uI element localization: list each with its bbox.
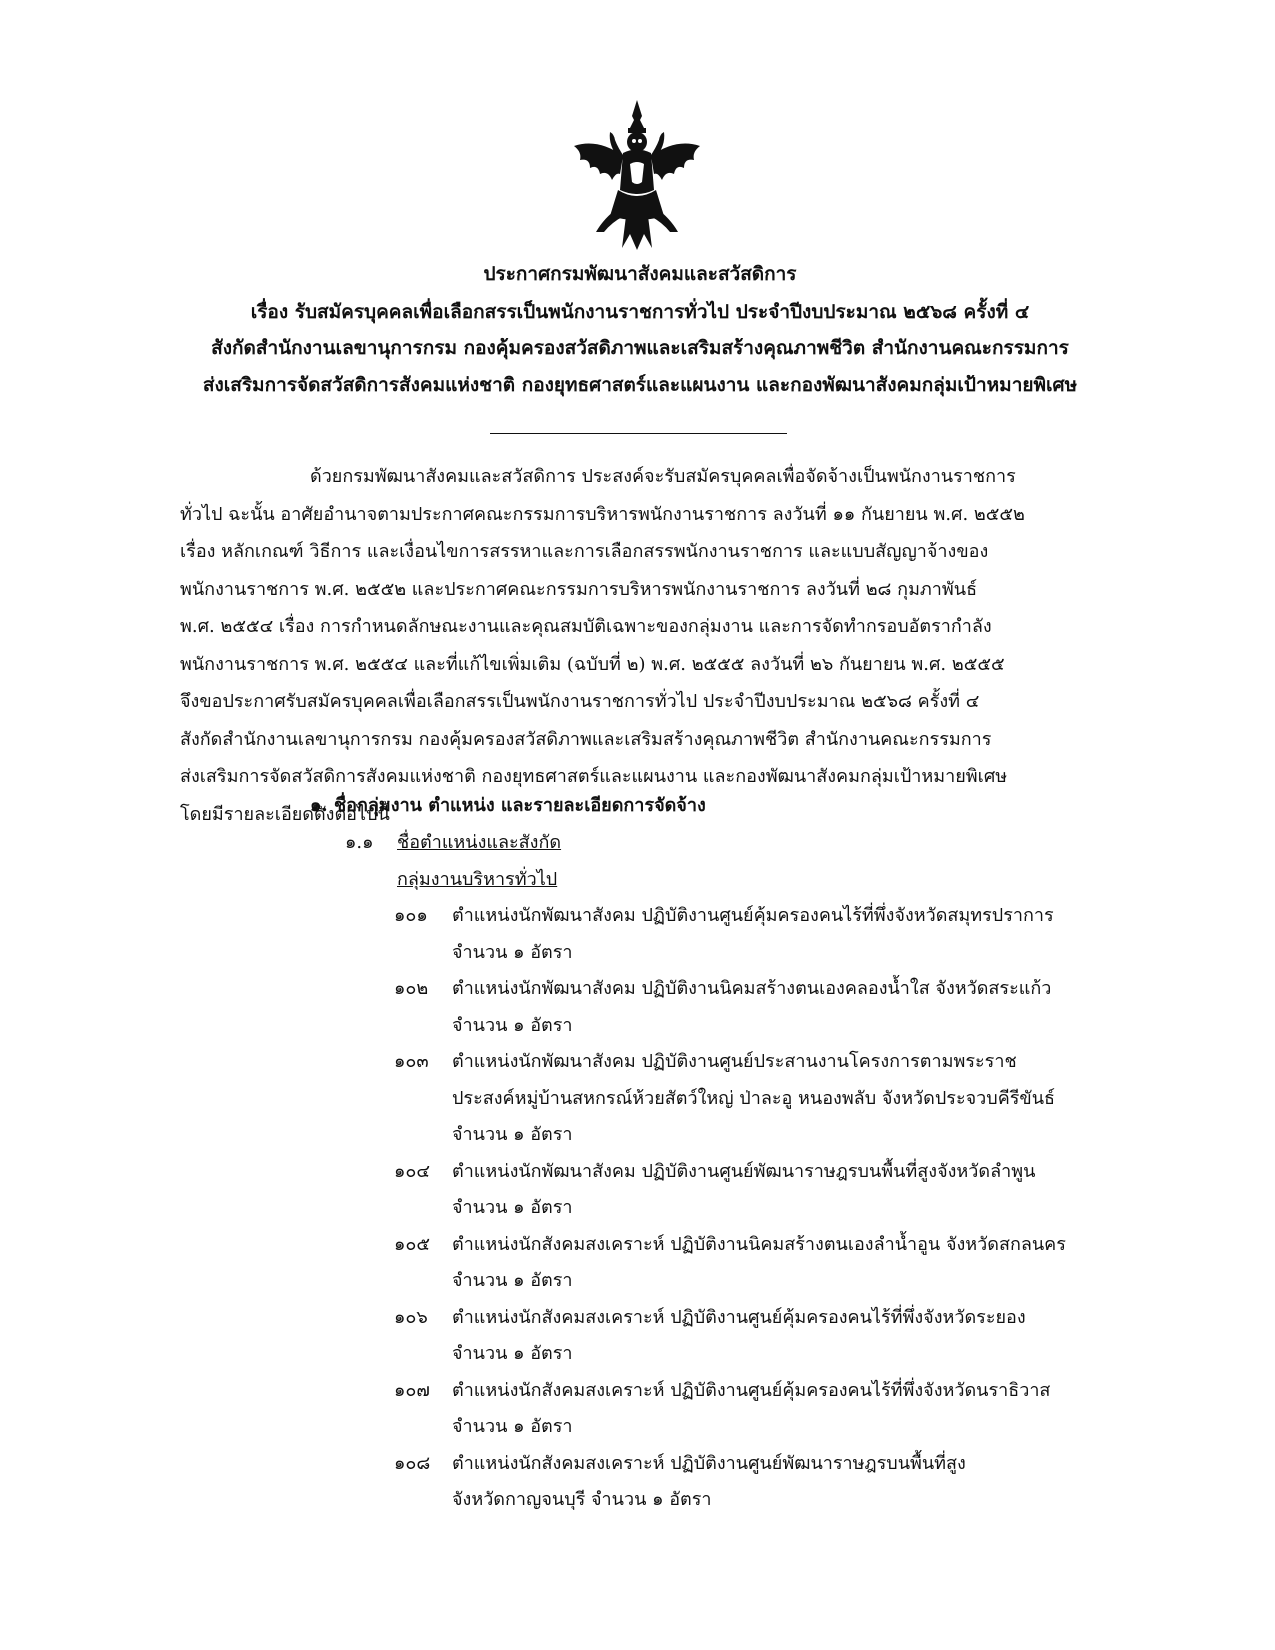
position-item <box>394 1154 1114 1227</box>
announcement-subject-line-1: เรื่อง รับสมัครบุคคลเพื่อเลือกสรรเป็นพนักงานราชการทั่วไป ประจำปีงบประมาณ ๒๕๖๘ ครั้งที่ ๔ <box>250 301 1030 323</box>
position-detail: จำนวน ๑ อัตรา <box>452 1270 573 1291</box>
position-code: ๑๐๘ <box>394 1452 431 1474</box>
position-list <box>394 898 1114 1519</box>
position-detail: ตำแหน่งนักพัฒนาสังคม ปฏิบัติงานศูนย์ประสานงานโครงการตามพระราช <box>452 1051 1017 1072</box>
subsection-heading: ชื่อตำแหน่งและสังกัด <box>397 832 562 853</box>
position-detail: ตำแหน่งนักสังคมสงเคราะห์ ปฏิบัติงานศูนย์คุ้มครองคนไร้ที่พึ่งจังหวัดระยอง <box>452 1306 1026 1328</box>
position-code: ๑๐๔ <box>394 1160 431 1182</box>
position-code: ๑๐๗ <box>394 1379 430 1401</box>
position-item <box>394 971 1114 1044</box>
position-code: ๑๐๒ <box>394 978 429 999</box>
intro-line: จึงขอประกาศรับสมัครบุคคลเพื่อเลือกสรรเป็นพนักงานราชการทั่วไป ประจำปีงบประมาณ ๒๕๖๘ ครั้งที่ ๔ <box>180 691 980 712</box>
position-code: ๑๐๖ <box>394 1306 428 1328</box>
position-detail: ตำแหน่งนักสังคมสงเคราะห์ ปฏิบัติงานศูนย์คุ้มครองคนไร้ที่พึ่งจังหวัดนราธิวาส <box>452 1379 1051 1401</box>
position-item <box>394 1300 1114 1373</box>
position-detail: ตำแหน่งนักพัฒนาสังคม ปฏิบัติงานศูนย์คุ้มครองคนไร้ที่พึ่งจังหวัดสมุทรปราการ <box>452 905 1054 926</box>
position-item <box>394 1446 1114 1519</box>
position-detail: ตำแหน่งนักสังคมสงเคราะห์ ปฏิบัติงานนิคมสร้างตนเองลำน้ำอูน จังหวัดสกลนคร <box>452 1233 1066 1255</box>
intro-line: โดยมีรายละเอียดดังต่อไปนี้ <box>180 803 390 825</box>
announcement-subject-line-3: ส่งเสริมการจัดสวัสดิการสังคมแห่งชาติ กองยุทธศาสตร์และแผนงาน และกองพัฒนาสังคมกลุ่มเป้าหมายพิเศษ <box>202 374 1078 396</box>
intro-paragraph <box>180 458 1112 833</box>
intro-line: พ.ศ. ๒๕๕๔ เรื่อง การกำหนดลักษณะงานและคุณสมบัติเฉพาะของกลุ่มงาน และการจัดทำกรอบอัตรากำลัง <box>180 616 992 637</box>
position-code: ๑๐๓ <box>394 1051 429 1072</box>
position-detail: จำนวน ๑ อัตรา <box>452 1124 573 1145</box>
job-group-name: กลุ่มงานบริหารทั่วไป <box>397 869 558 890</box>
position-detail: ตำแหน่งนักสังคมสงเคราะห์ ปฏิบัติงานศูนย์พัฒนาราษฎรบนพื้นที่สูง <box>452 1452 966 1474</box>
subsection-1-1 <box>345 825 561 861</box>
position-item <box>394 1373 1114 1446</box>
intro-line: สังกัดสำนักงานเลขานุการกรม กองคุ้มครองสวัสดิภาพและเสริมสร้างคุณภาพชีวิต สำนักงานคณะกรรมการ <box>180 728 992 750</box>
position-detail: จำนวน ๑ อัตรา <box>452 1014 573 1036</box>
position-item <box>394 898 1114 971</box>
announcement-title: ประกาศกรมพัฒนาสังคมและสวัสดิการ <box>483 263 797 285</box>
intro-line: ส่งเสริมการจัดสวัสดิการสังคมแห่งชาติ กองยุทธศาสตร์และแผนงาน และกองพัฒนาสังคมกลุ่มเป้าหมายพิเศษ <box>180 766 1008 787</box>
position-item <box>394 1227 1114 1300</box>
intro-line: ทั่วไป ฉะนั้น อาศัยอำนาจตามประกาศคณะกรรมการบริหารพนักงานราชการ ลงวันที่ ๑๑ กันยายน พ.ศ. ๒๕๕๒ <box>180 503 1025 525</box>
position-detail: ตำแหน่งนักพัฒนาสังคม ปฏิบัติงานนิคมสร้างตนเองคลองน้ำใส จังหวัดสระแก้ว <box>452 978 1052 999</box>
section-1-heading: ๑. ชื่อกลุ่มงาน ตำแหน่ง และรายละเอียดการจัดจ้าง <box>310 795 706 816</box>
intro-line: พนักงานราชการ พ.ศ. ๒๕๕๔ และที่แก้ไขเพิ่มเติม (ฉบับที่ ๒) พ.ศ. ๒๕๕๕ ลงวันที่ ๒๖ กันยายน พ.ศ. ๒๕๕๕ <box>180 653 1005 675</box>
position-item <box>394 1044 1114 1154</box>
announcement-subject-line-2: สังกัดสำนักงานเลขานุการกรม กองคุ้มครองสวัสดิภาพและเสริมสร้างคุณภาพชีวิต สำนักงานคณะกรรมการ <box>211 337 1069 359</box>
position-detail: ประสงค์หมู่บ้านสหกรณ์ห้วยสัตว์ใหญ่ ป่าละอู หนองพลับ จังหวัดประจวบคีรีขันธ์ <box>452 1087 1055 1109</box>
position-detail: จำนวน ๑ อัตรา <box>452 1343 573 1364</box>
position-code: ๑๐๕ <box>394 1233 431 1255</box>
intro-line: ด้วยกรมพัฒนาสังคมและสวัสดิการ ประสงค์จะรับสมัครบุคคลเพื่อจัดจ้างเป็นพนักงานราชการ <box>310 466 1016 487</box>
position-detail: ตำแหน่งนักพัฒนาสังคม ปฏิบัติงานศูนย์พัฒนาราษฎรบนพื้นที่สูงจังหวัดลำพูน <box>452 1160 1036 1182</box>
position-detail: จำนวน ๑ อัตรา <box>452 1416 573 1437</box>
position-detail: จังหวัดกาญจนบุรี จำนวน ๑ อัตรา <box>452 1489 712 1510</box>
position-detail: จำนวน ๑ อัตรา <box>452 1197 573 1218</box>
title-divider <box>490 433 787 434</box>
intro-line: เรื่อง หลักเกณฑ์ วิธีการ และเงื่อนไขการสรรหาและการเลือกสรรพนักงานราชการ และแบบสัญญาจ้างของ <box>180 541 989 562</box>
position-detail: จำนวน ๑ อัตรา <box>452 941 573 963</box>
garuda-emblem-icon <box>568 98 706 254</box>
position-code: ๑๐๑ <box>394 905 428 926</box>
subsection-number: ๑.๑ <box>345 832 374 853</box>
intro-line: พนักงานราชการ พ.ศ. ๒๕๕๒ และประกาศคณะกรรมการบริหารพนักงานราชการ ลงวันที่ ๒๘ กุมภาพันธ์ <box>180 578 978 600</box>
